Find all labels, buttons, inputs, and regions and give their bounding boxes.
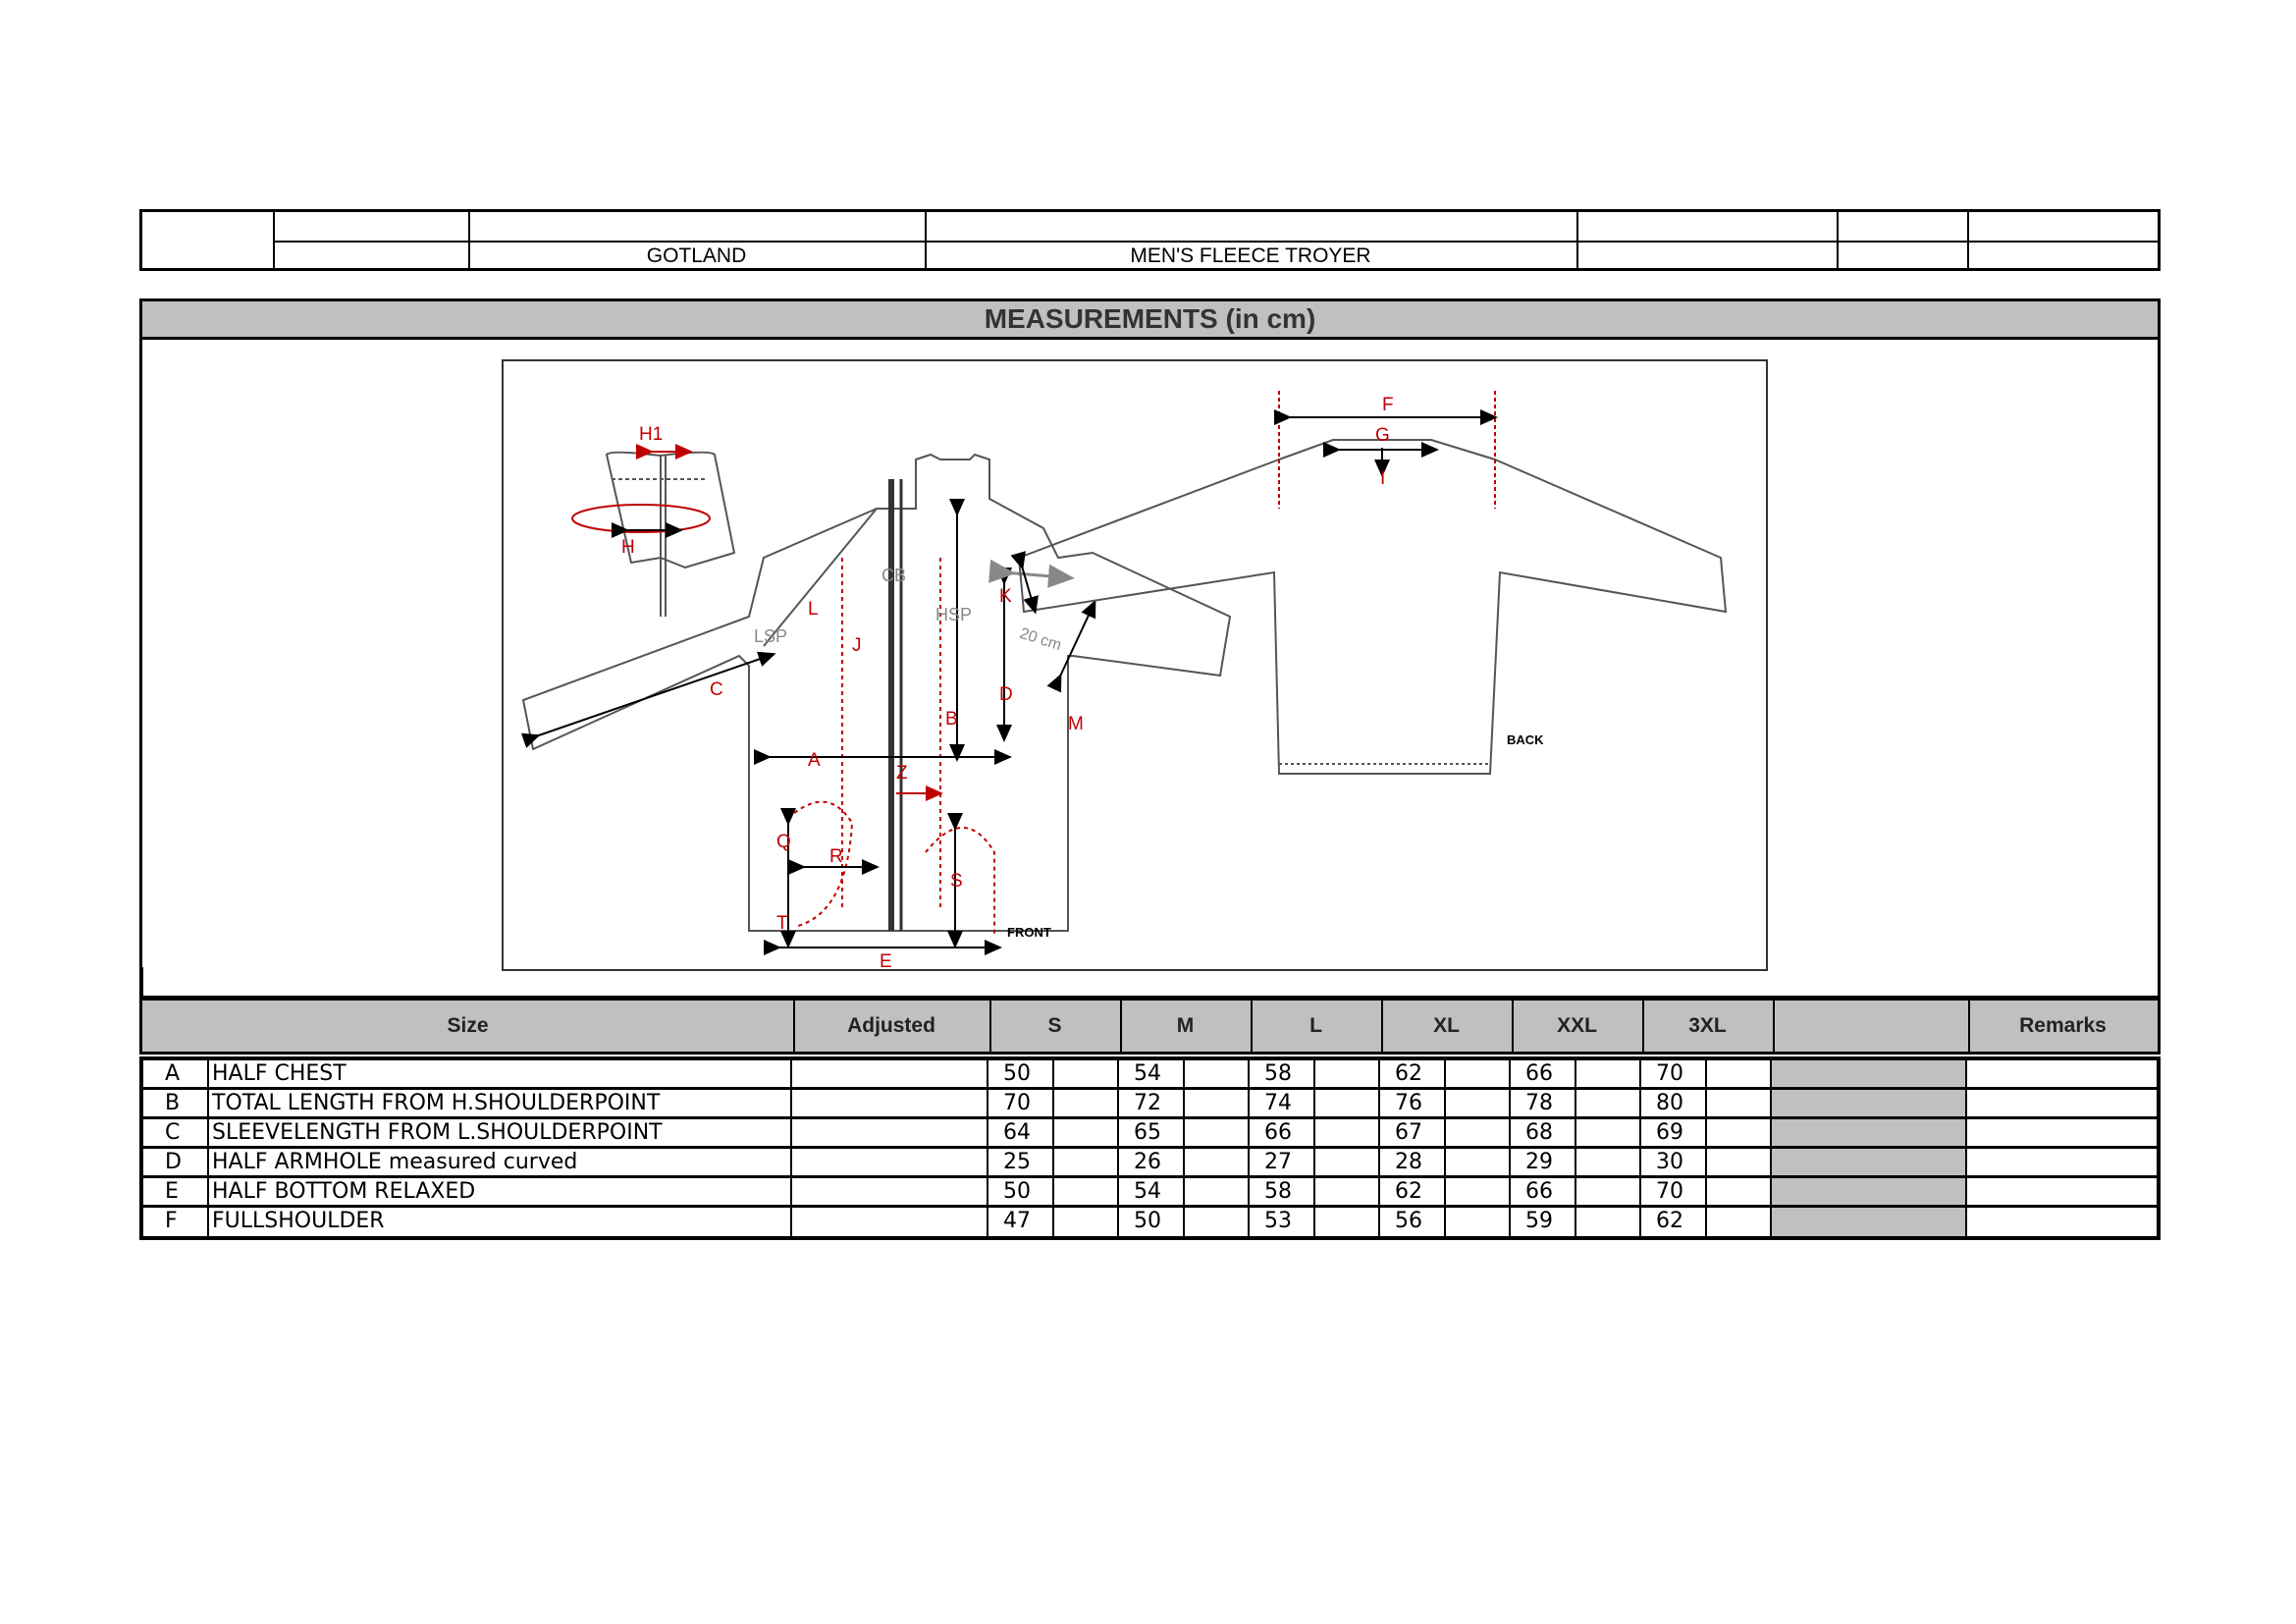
label-20cm: 20 cm — [1017, 624, 1064, 655]
value-xxl: 66 — [1525, 1179, 1553, 1204]
table-row — [143, 1208, 2157, 1236]
value-s: 25 — [1003, 1150, 1031, 1174]
value-xxl: 29 — [1525, 1150, 1553, 1174]
value-l: 74 — [1264, 1091, 1292, 1115]
col-line — [1773, 1001, 1775, 1052]
header-size-l: L — [1309, 1014, 1322, 1037]
row-code: F — [165, 1209, 178, 1233]
value-l: 27 — [1264, 1150, 1292, 1174]
value-l: 66 — [1264, 1120, 1292, 1145]
value-3xl: 70 — [1656, 1179, 1683, 1204]
value-s: 50 — [1003, 1061, 1031, 1086]
value-s: 64 — [1003, 1120, 1031, 1145]
value-xxl: 66 — [1525, 1061, 1553, 1086]
letter-label: H1 — [639, 424, 664, 445]
row-code: B — [165, 1091, 181, 1115]
value-xxl: 78 — [1525, 1091, 1553, 1115]
brand-name: GOTLAND — [646, 244, 747, 267]
letter-label: J — [852, 635, 862, 656]
size-table-header — [139, 998, 2161, 1055]
table-row — [143, 1149, 2157, 1178]
front-jacket — [523, 455, 1230, 936]
value-m: 65 — [1134, 1120, 1161, 1145]
product-name: MEN'S FLEECE TROYER — [1130, 244, 1371, 267]
header-size-3xl: 3XL — [1688, 1014, 1727, 1037]
letter-label: B — [945, 709, 958, 730]
value-m: 72 — [1134, 1091, 1161, 1115]
value-3xl: 69 — [1656, 1120, 1683, 1145]
value-l: 58 — [1264, 1179, 1292, 1204]
measurements-title: MEASUREMENTS (in cm) — [142, 301, 2158, 340]
header-size-xxl: XXL — [1557, 1014, 1597, 1037]
value-s: 70 — [1003, 1091, 1031, 1115]
row-description: SLEEVELENGTH FROM L.SHOULDERPOINT — [212, 1120, 663, 1145]
value-xl: 56 — [1395, 1209, 1422, 1233]
row-code: A — [165, 1061, 181, 1086]
letter-label: I — [1380, 468, 1386, 489]
header-col-line — [1837, 212, 1839, 268]
label-back: BACK — [1507, 732, 1544, 747]
value-3xl: 80 — [1656, 1091, 1683, 1115]
row-description: HALF CHEST — [212, 1061, 347, 1086]
value-s: 47 — [1003, 1209, 1031, 1233]
header-size-m: M — [1176, 1014, 1195, 1037]
value-l: 53 — [1264, 1209, 1292, 1233]
letter-label: K — [999, 586, 1012, 607]
letter-label: Q — [776, 832, 791, 852]
garment-drawing — [502, 359, 1768, 971]
letter-label: R — [829, 846, 843, 867]
row-description: TOTAL LENGTH FROM H.SHOULDERPOINT — [212, 1091, 661, 1115]
table-row — [143, 1090, 2157, 1119]
garment-sketch — [504, 361, 1770, 973]
letter-label: A — [808, 750, 821, 771]
table-row — [143, 1119, 2157, 1149]
header-col-line — [1967, 212, 1969, 268]
value-xxl: 68 — [1525, 1120, 1553, 1145]
row-description: HALF BOTTOM RELAXED — [212, 1179, 476, 1204]
header-remarks: Remarks — [2019, 1014, 2107, 1037]
value-3xl: 62 — [1656, 1209, 1683, 1233]
letter-label: L — [808, 599, 819, 620]
header-size: Size — [447, 1014, 489, 1037]
letter-label: G — [1375, 425, 1390, 446]
value-3xl: 30 — [1656, 1150, 1683, 1174]
header-adjusted: Adjusted — [847, 1014, 935, 1037]
row-code: D — [165, 1150, 182, 1174]
value-xl: 28 — [1395, 1150, 1422, 1174]
label-cb: CB — [881, 566, 907, 585]
value-m: 50 — [1134, 1209, 1161, 1233]
table-row — [143, 1178, 2157, 1208]
back-jacket — [1019, 391, 1726, 774]
header-size-xl: XL — [1433, 1014, 1460, 1037]
letter-label: E — [880, 951, 892, 972]
value-3xl: 70 — [1656, 1061, 1683, 1086]
size-table-body — [139, 1056, 2161, 1240]
letter-label: M — [1068, 714, 1084, 734]
collar-detail — [572, 453, 734, 617]
row-description: HALF ARMHOLE measured curved — [212, 1150, 578, 1174]
letter-label: C — [710, 679, 723, 700]
letter-label: D — [999, 684, 1013, 705]
label-front: FRONT — [1007, 925, 1051, 940]
divider — [139, 967, 143, 999]
value-xl: 62 — [1395, 1061, 1422, 1086]
letter-label: H — [621, 537, 635, 558]
value-xxl: 59 — [1525, 1209, 1553, 1233]
label-hsp: HSP — [935, 605, 973, 624]
letter-label: Z — [896, 763, 908, 784]
table-row — [143, 1060, 2157, 1090]
value-s: 50 — [1003, 1179, 1031, 1204]
value-xl: 76 — [1395, 1091, 1422, 1115]
label-lsp: LSP — [754, 626, 788, 646]
value-l: 58 — [1264, 1061, 1292, 1086]
size-table — [139, 998, 2161, 1240]
header-col-line — [273, 212, 275, 268]
value-xl: 62 — [1395, 1179, 1422, 1204]
value-m: 54 — [1134, 1179, 1161, 1204]
row-description: FULLSHOULDER — [212, 1209, 385, 1233]
value-xl: 67 — [1395, 1120, 1422, 1145]
header-col-line — [1576, 212, 1578, 268]
row-code: C — [165, 1120, 181, 1145]
header-table — [139, 209, 2161, 271]
value-m: 26 — [1134, 1150, 1161, 1174]
row-code: E — [165, 1179, 179, 1204]
letter-label: F — [1382, 395, 1394, 415]
letter-label: T — [776, 913, 788, 934]
header-size-s: S — [1047, 1014, 1062, 1037]
value-m: 54 — [1134, 1061, 1161, 1086]
letter-label: S — [950, 871, 963, 892]
